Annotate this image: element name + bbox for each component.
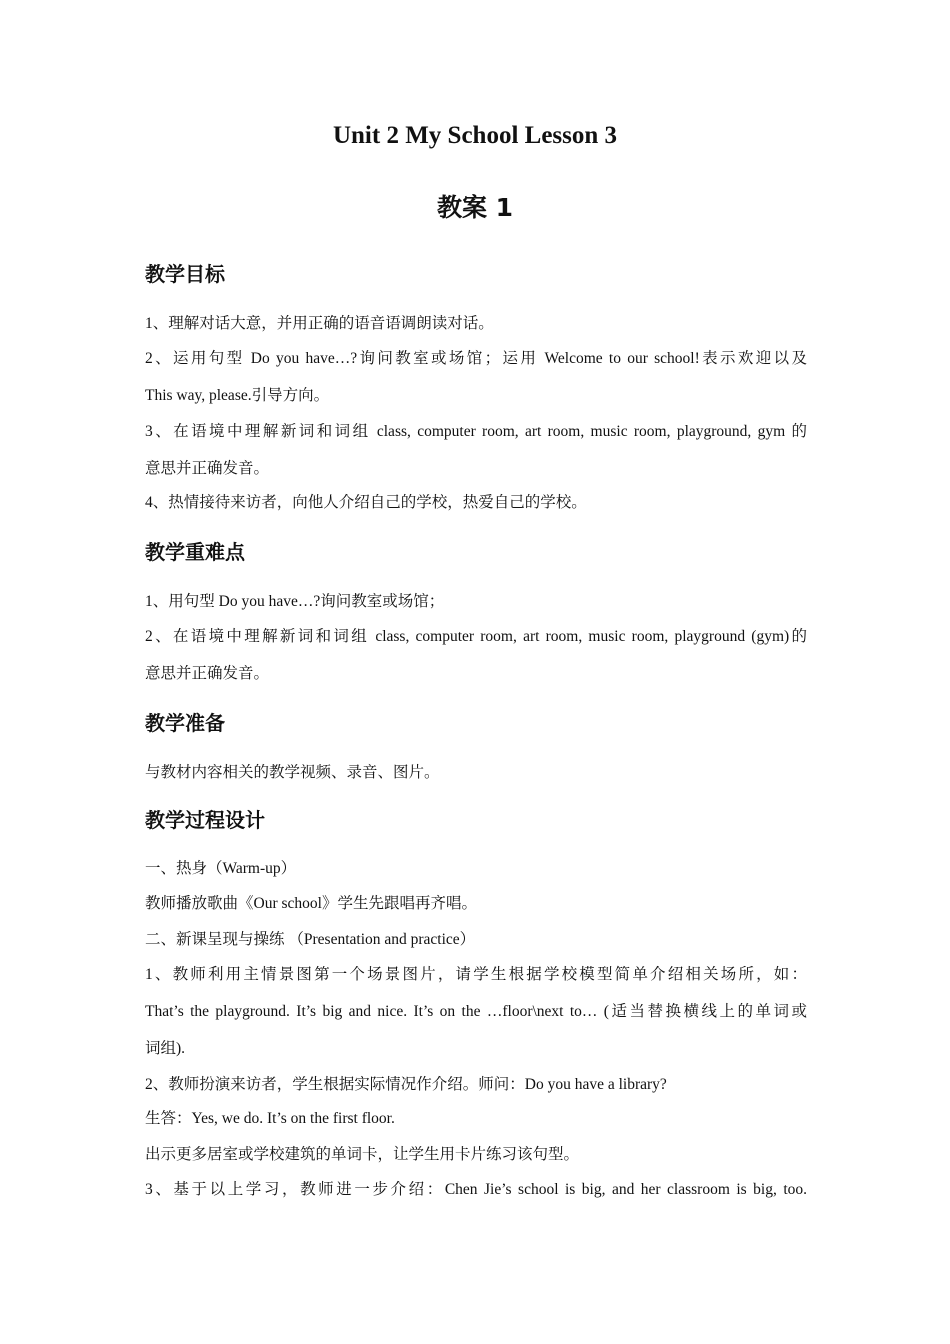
process-line-3: 二、新课呈现与操练 （Presentation and practice） — [145, 931, 476, 948]
objectives-line-5: 意思并正确发音。 — [145, 460, 270, 477]
section-heading-process: 教学过程设计 — [145, 808, 265, 832]
section-heading-key-points: 教学重难点 — [145, 540, 245, 564]
process-line-5: That’s the playground. It’s big and nice. It’s on the …floor\next to… (适当替换横线上的单词或 — [145, 1003, 807, 1020]
key-points-line-3: 意思并正确发音。 — [145, 665, 270, 682]
objectives-line-6: 4、热情接待来访者，向他人介绍自己的学校，热爱自己的学校。 — [145, 494, 587, 511]
objectives-line-2: 2、运用句型 Do you have…?询问教室或场馆；运用 Welcome to our school!表示欢迎以及 — [145, 350, 807, 367]
section-heading-preparation: 教学准备 — [145, 711, 225, 735]
key-points-line-2: 2、在语境中理解新词和词组 class, computer room, art room, music room, playground (gym)的 — [145, 628, 807, 645]
key-points-line-1: 1、用句型 Do you have…?询问教室或场馆； — [145, 593, 445, 610]
objectives-line-4: 3、在语境中理解新词和词组 class, computer room, art room, music room, playground, gym 的 — [145, 423, 807, 440]
process-line-9: 出示更多居室或学校建筑的单词卡，让学生用卡片练习该句型。 — [145, 1146, 580, 1163]
document-subtitle: 教案 1 — [436, 193, 514, 222]
objectives-line-1: 1、理解对话大意，并用正确的语音语调朗读对话。 — [145, 315, 494, 332]
process-line-1: 一、热身（Warm-up） — [145, 860, 297, 877]
objectives-line-3: This way, please.引导方向。 — [145, 387, 330, 404]
process-line-10: 3、基于以上学习，教师进一步介绍：Chen Jie’s school is big, and her classroom is big, too. — [145, 1181, 807, 1198]
section-heading-objectives: 教学目标 — [145, 262, 225, 286]
process-line-7: 2、教师扮演来访者，学生根据实际情况作介绍。师问：Do you have a library? — [145, 1076, 667, 1093]
document-title: Unit 2 My School Lesson 3 — [332, 122, 618, 149]
preparation-line-1: 与教材内容相关的教学视频、录音、图片。 — [145, 764, 440, 781]
process-line-4: 1、教师利用主情景图第一个场景图片，请学生根据学校模型简单介绍相关场所，如： — [145, 966, 807, 983]
process-line-6: 词组). — [145, 1040, 186, 1057]
process-line-2: 教师播放歌曲《Our school》学生先跟唱再齐唱。 — [145, 895, 477, 912]
process-line-8: 生答：Yes, we do. It’s on the first floor. — [145, 1110, 395, 1127]
